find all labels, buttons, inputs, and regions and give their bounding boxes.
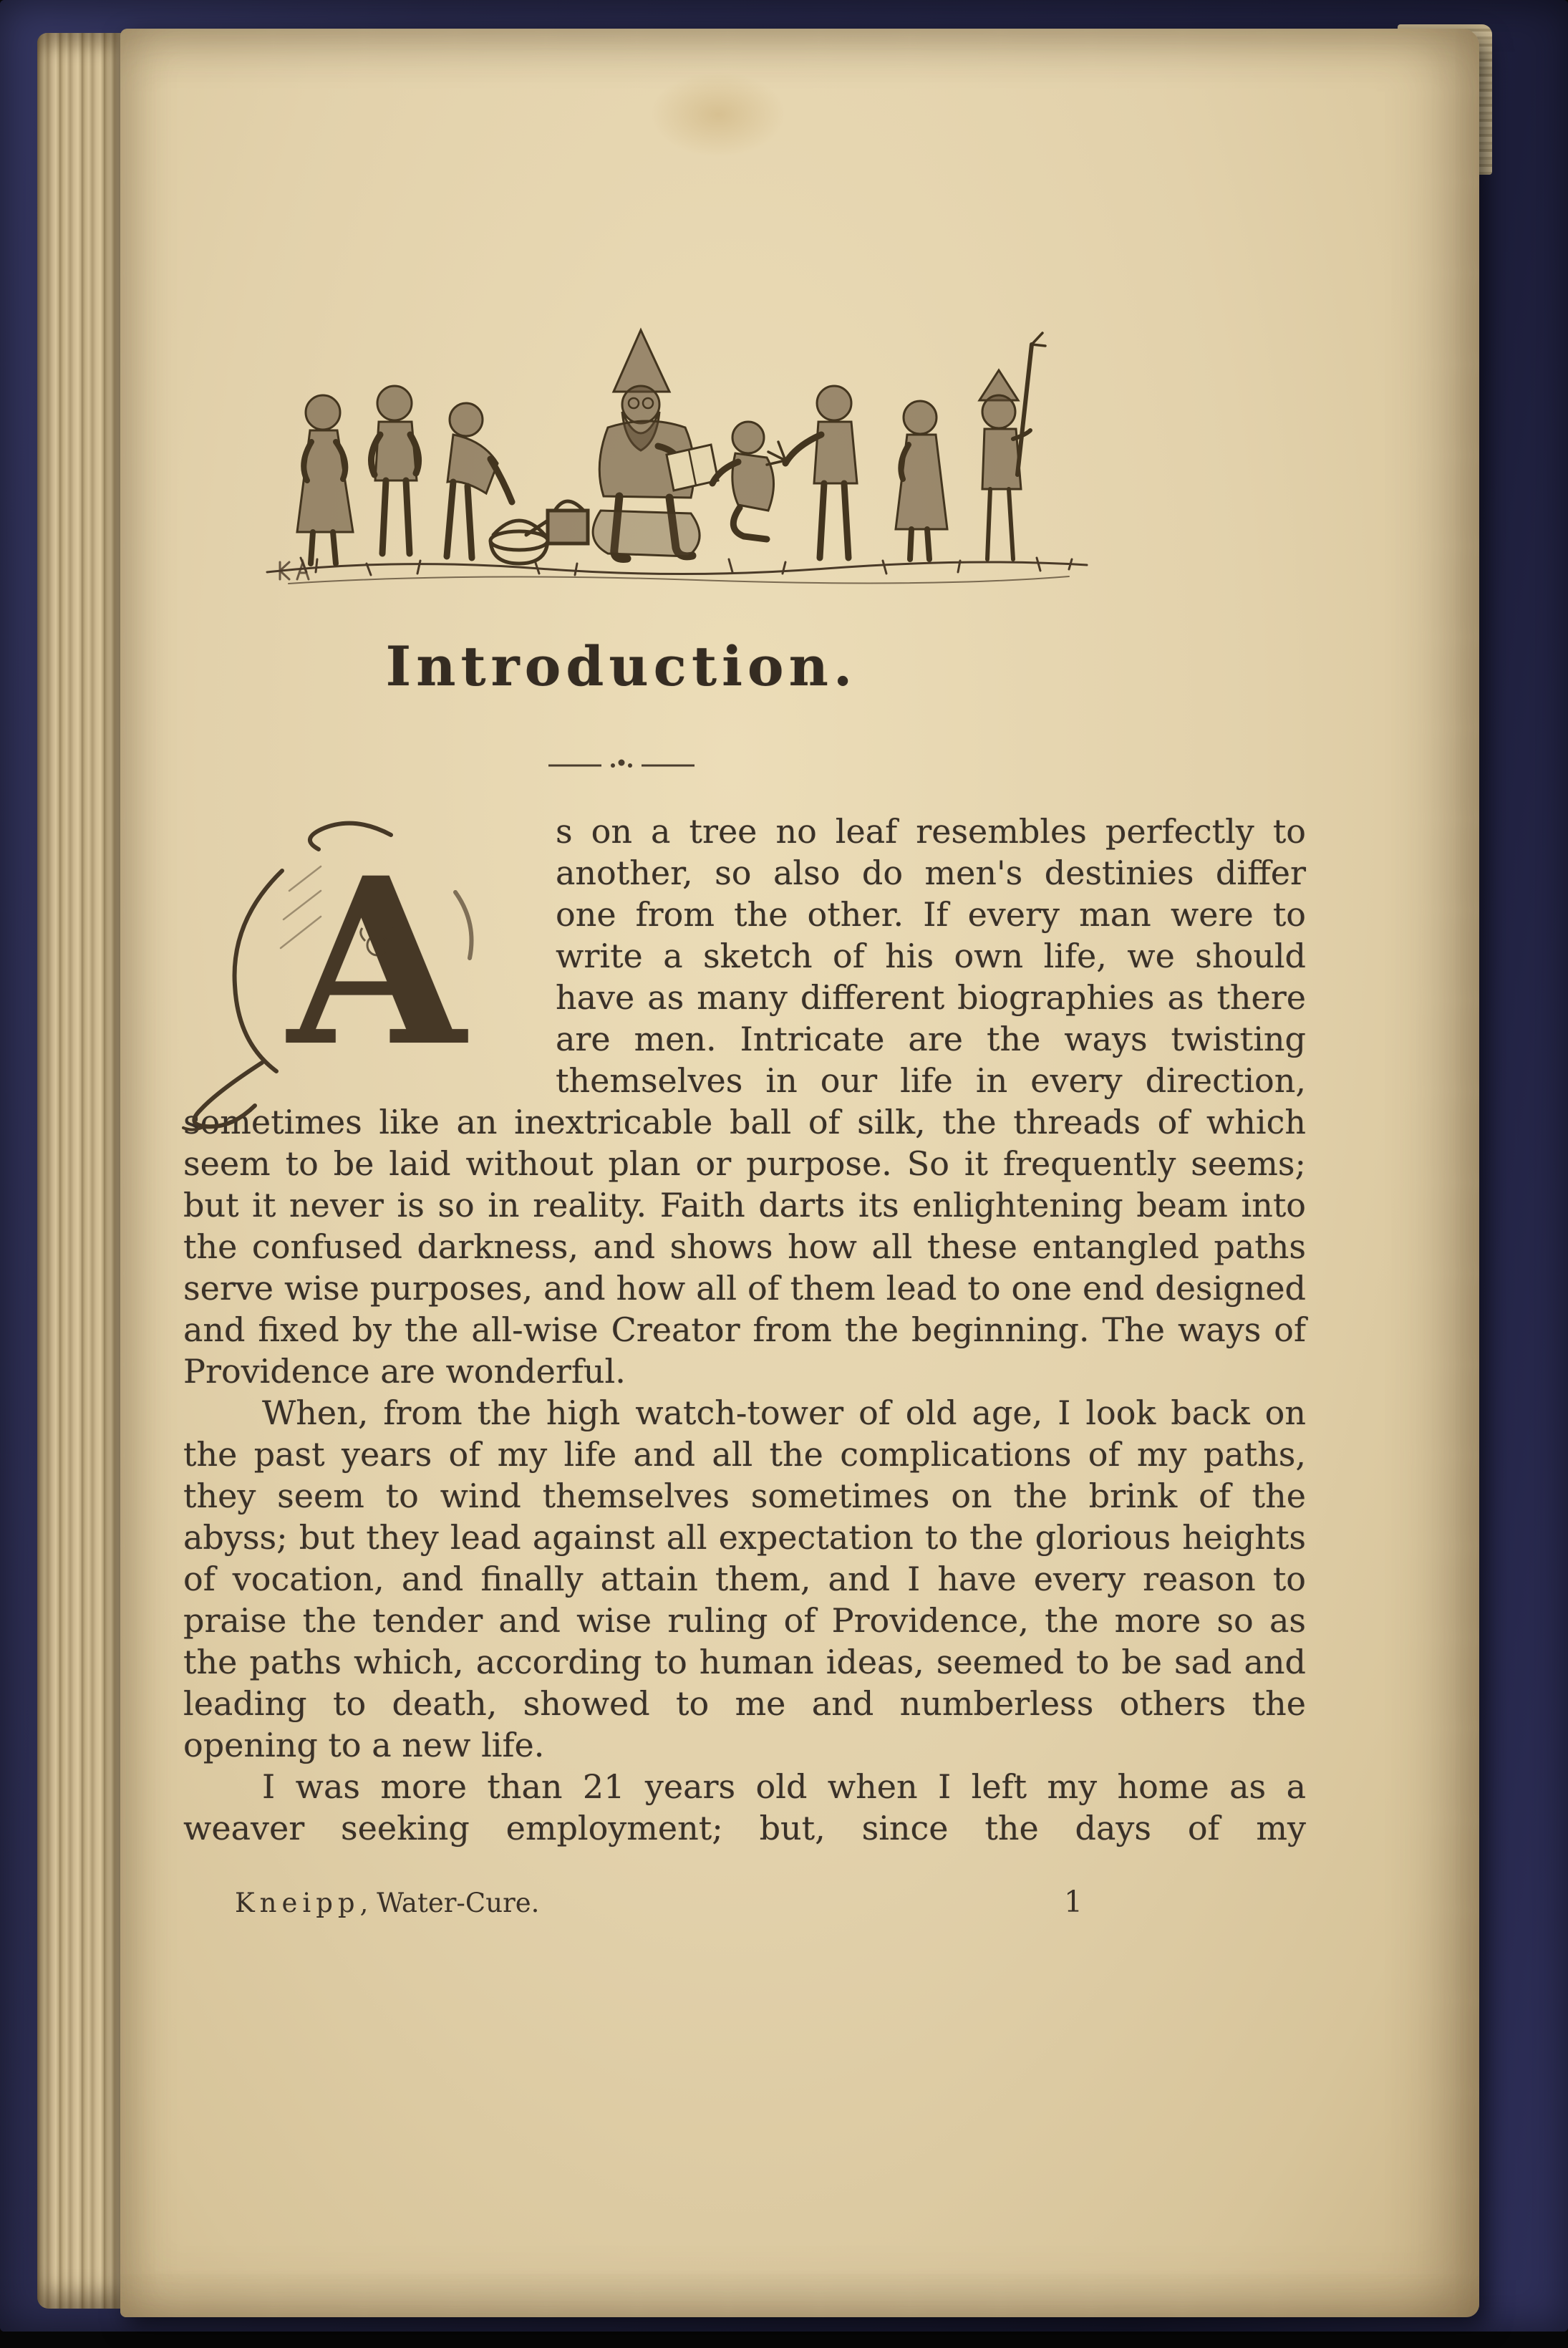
footer-book-title: , Water-Cure. xyxy=(359,1888,540,1918)
footer-signature xyxy=(235,1888,539,1918)
section-divider xyxy=(120,758,1123,776)
children-illustration-svg xyxy=(238,292,1126,604)
paragraph-1 xyxy=(183,811,1306,1392)
footer-author: Kneipp xyxy=(235,1888,360,1918)
header-illustration xyxy=(238,292,1126,604)
page-number: 1 xyxy=(1064,1885,1083,1919)
page-stack-edges xyxy=(37,33,122,2309)
page-footer xyxy=(183,1885,1306,1928)
paper-stain xyxy=(650,72,786,158)
drop-cap-letter: A xyxy=(287,828,466,1097)
drop-cap xyxy=(183,811,556,1097)
paragraph-1-text: s on a tree no leaf resembles perfectly to another, so also do men's destinies differ one from the other. If every man were to write a sketch of his own life, we should have as many different biographies as there are men. Intricate are the ways twisting themselves in our life in every direction, sometimes like an inextricable ball of silk, the threads of which seem to be laid without plan or purpose. So it frequently seems; but it never is so in reality. Faith darts its enlightening beam into the confused darkness, and shows how all these entangled paths serve wise purposes, and how all of them lead to one end designed and fixed by the all-wise Creator from the beginning. The ways of Providence are wonderful. xyxy=(183,812,1306,1391)
ornate-initial-svg xyxy=(175,805,564,1136)
book-page xyxy=(120,29,1479,2317)
paragraph-3: I was more than 21 years old when I left my home as a weaver seeking employment; but, since the days of my xyxy=(183,1767,1306,1847)
page-title: Introduction. xyxy=(385,634,858,698)
body-text xyxy=(183,811,1306,1849)
paragraph-2: When, from the high watch-tower of old age, I look back on the past years of my life and all the complications of my paths, they seem to wind themselves sometimes on the brink of the abyss; but they lead against all expectation to the glorious heights of vocation, and finally attain them, and I have every reason to praise the tender and wise ruling of Providence, the more so as the paths which, according to human ideas, seemed to be sad and leading to death, showed to me and numberless others the opening to a new life. xyxy=(183,1393,1306,1764)
divider-ornament xyxy=(543,758,700,773)
